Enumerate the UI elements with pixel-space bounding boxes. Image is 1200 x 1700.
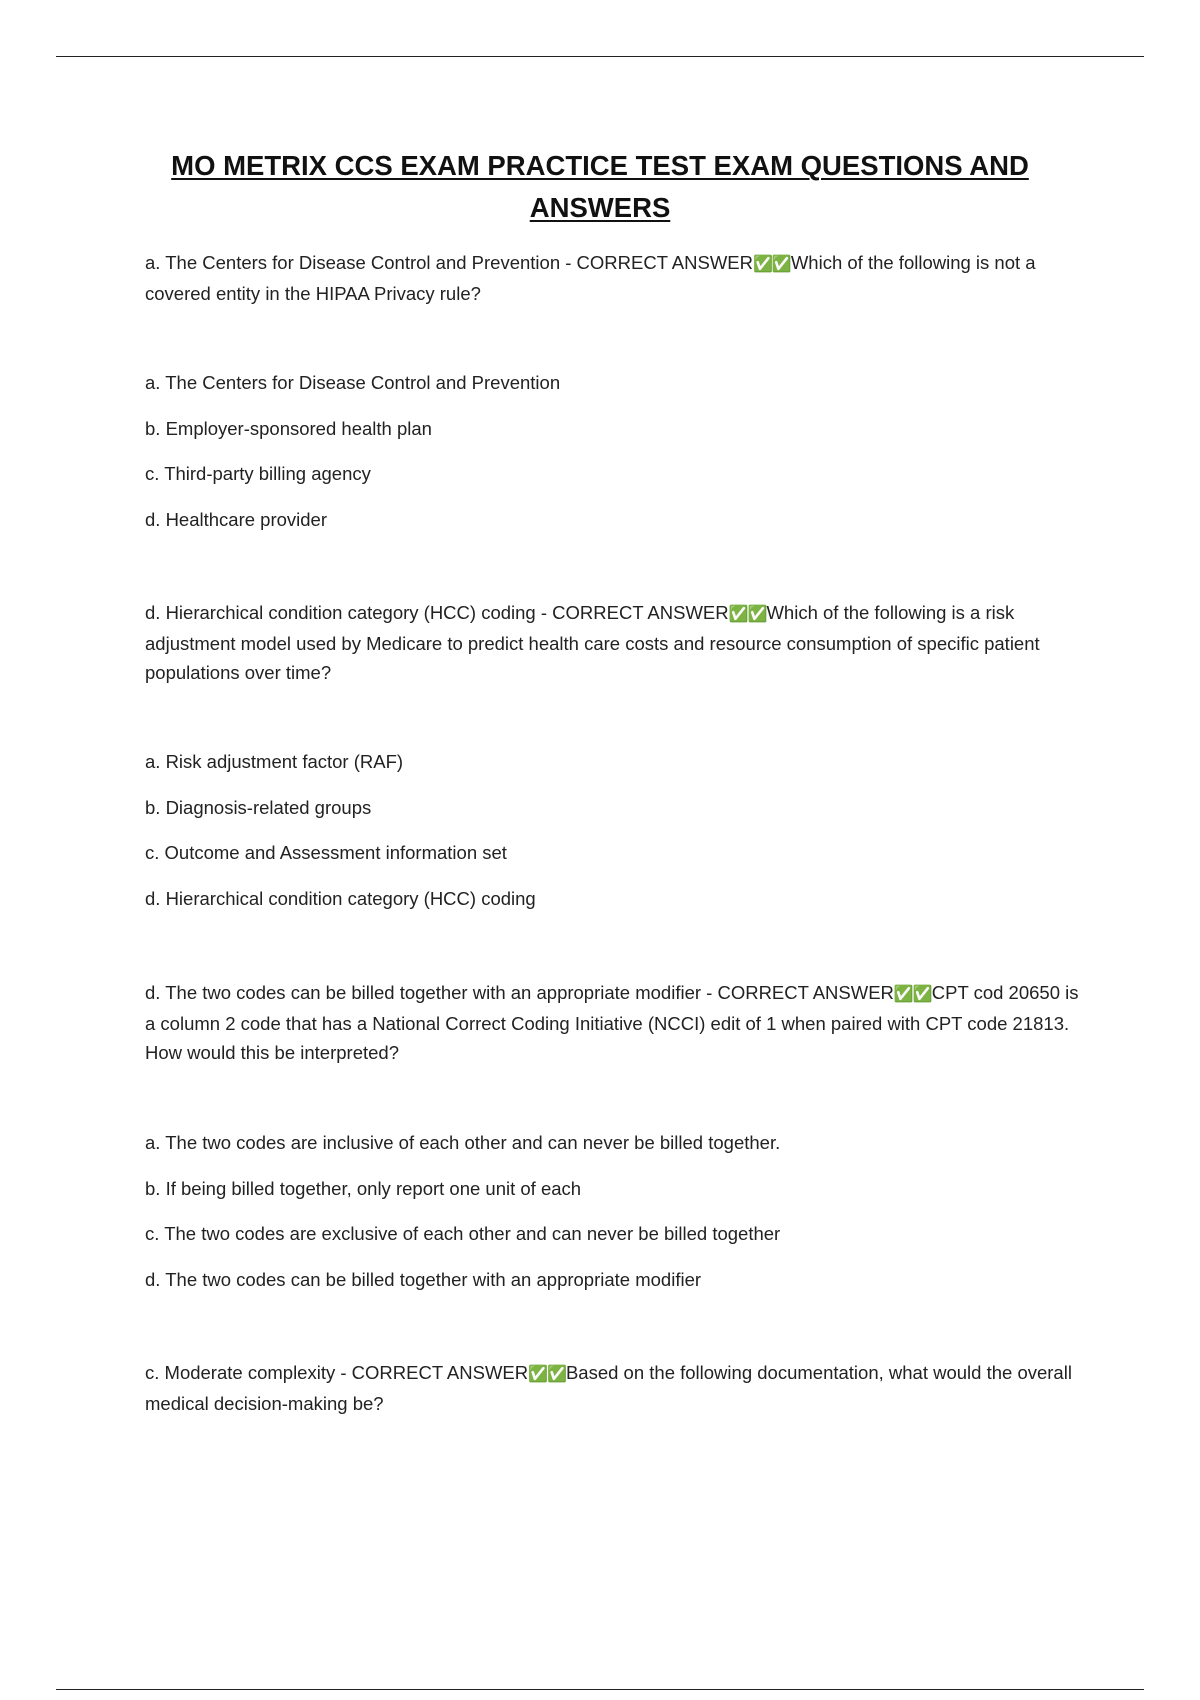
document-title: MO METRIX CCS EXAM PRACTICE TEST EXAM QUESTIONS AND ANSWERS <box>171 150 1029 223</box>
option-item: d. The two codes can be billed together with an appropriate modifier <box>145 1268 702 1290</box>
option-item: a. The Centers for Disease Control and Prevention <box>145 372 561 393</box>
option-list <box>145 1132 1090 1291</box>
check-icon: ✅✅ <box>753 254 791 273</box>
qa-block-3 <box>145 978 1090 1068</box>
qa-block-2 <box>145 598 1090 688</box>
option-item: a. The two codes are inclusive of each other and can never be billed together. <box>145 1132 781 1153</box>
option-item: b. Employer-sponsored health plan <box>145 417 432 439</box>
bottom-rule <box>56 1689 1144 1690</box>
top-rule <box>56 56 1144 57</box>
option-item: c. Third-party billing agency <box>145 463 371 484</box>
question-text <box>145 978 1090 1068</box>
question-text <box>145 248 1090 308</box>
option-item: c. The two codes are exclusive of each other and can never be billed together <box>145 1223 781 1244</box>
correct-answer: a. The Centers for Disease Control and Prevention - CORRECT ANSWER <box>145 252 753 273</box>
qa-block-4 <box>145 1358 1090 1418</box>
option-item: d. Hierarchical condition category (HCC) coding <box>145 887 536 909</box>
options-block-3 <box>145 1132 1090 1314</box>
option-list <box>145 372 1090 531</box>
correct-answer: d. Hierarchical condition category (HCC) coding - CORRECT ANSWER <box>145 602 729 623</box>
option-item: b. If being billed together, only report one unit of each <box>145 1177 582 1199</box>
check-icon: ✅✅ <box>528 1364 566 1383</box>
check-icon: ✅✅ <box>728 604 767 623</box>
option-item: d. Healthcare provider <box>145 508 328 530</box>
option-list <box>145 751 1090 910</box>
question-prompt: Which of the following is a risk adjustment model used by Medicare to predict health care costs and resource consumption of specific patient populations over time? <box>145 602 1040 683</box>
question-prompt: Which of the following is not a covered entity in the HIPAA Privacy rule? <box>145 252 1036 304</box>
qa-block-1 <box>145 248 1090 308</box>
options-block-1 <box>145 372 1090 554</box>
option-item: b. Diagnosis-related groups <box>145 796 372 818</box>
option-item: a. Risk adjustment factor (RAF) <box>145 751 404 772</box>
question-text <box>145 598 1090 688</box>
correct-answer: c. Moderate complexity - CORRECT ANSWER <box>145 1362 529 1383</box>
question-text <box>145 1358 1090 1418</box>
options-block-2 <box>145 751 1090 933</box>
question-prompt: CPT cod 20650 is a column 2 code that has a National Correct Coding Initiative (NCCI) edit of 1 when paired with CPT code 21813. How would this be interpreted? <box>145 982 1079 1063</box>
question-prompt: Based on the following documentation, what would the overall medical decision-making be? <box>145 1362 1072 1414</box>
check-icon: ✅✅ <box>893 984 932 1003</box>
option-item: c. Outcome and Assessment information set <box>145 842 507 863</box>
correct-answer: d. The two codes can be billed together with an appropriate modifier - CORRECT ANSWER <box>145 982 894 1003</box>
